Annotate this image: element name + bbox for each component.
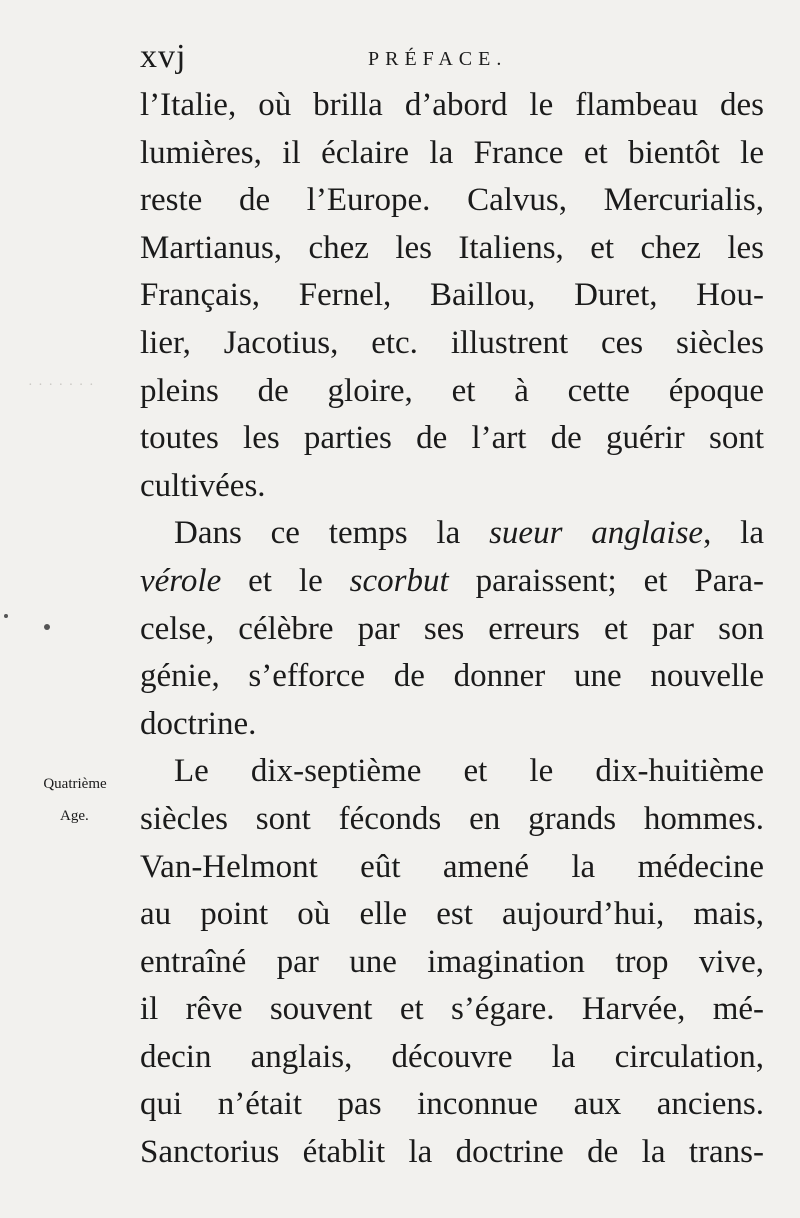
text-line: [140, 272, 764, 320]
text-line: [140, 606, 764, 654]
text-line: [140, 1129, 764, 1177]
italic-phrase: sueur anglaise: [489, 515, 704, 552]
text-line: [140, 701, 764, 749]
text-line: [140, 415, 764, 463]
italic-phrase: vérole: [140, 562, 222, 599]
marginal-note-line: Quatrième: [43, 776, 107, 792]
text-line: [140, 177, 764, 225]
text-line: [140, 796, 764, 844]
text-segment: doctrine.: [140, 705, 257, 742]
text-line: [140, 558, 764, 606]
text-segment: lumières, il éclaire la France et bientôt le: [140, 134, 764, 171]
ink-speck: [4, 614, 8, 618]
marginal-note: [20, 768, 130, 832]
body-text: [140, 82, 764, 1177]
text-line: [140, 653, 764, 701]
text-segment: qui n’était pas inconnue aux anciens.: [140, 1086, 764, 1123]
text-segment: toutes les parties de l’art de guérir sont: [140, 420, 764, 457]
text-segment: entraîné par une imagination trop vive,: [140, 943, 764, 980]
text-segment: , la: [703, 515, 764, 552]
text-segment: Van-Helmont eût amené la médecine: [140, 848, 764, 885]
page-number: xvj: [140, 38, 187, 75]
italic-phrase: scorbut: [349, 562, 449, 599]
text-segment: Sanctorius établit la doctrine de la trans-: [140, 1134, 764, 1171]
text-segment: cultivées.: [140, 467, 266, 504]
text-segment: Français, Fernel, Baillou, Duret, Hou-: [140, 277, 764, 314]
text-segment: au point où elle est aujourd’hui, mais,: [140, 896, 764, 933]
text-line: [140, 939, 764, 987]
text-segment: decin anglais, découvre la circulation,: [140, 1038, 764, 1075]
text-line: [140, 368, 764, 416]
text-line: [140, 130, 764, 178]
text-segment: il rêve souvent et s’égare. Harvée, mé-: [140, 991, 764, 1028]
text-segment: lier, Jacotius, etc. illustrent ces siècles: [140, 324, 764, 361]
text-segment: siècles sont féconds en grands hommes.: [140, 800, 764, 837]
text-line: [140, 463, 764, 511]
page-header: [0, 38, 800, 78]
text-line: [140, 748, 764, 796]
text-line: [140, 225, 764, 273]
text-segment: et le: [221, 562, 350, 599]
text-segment: pleins de gloire, et à cette époque: [140, 372, 764, 409]
text-line: [140, 82, 764, 130]
marginal-note-line: Age.: [60, 808, 89, 824]
running-title: PRÉFACE.: [368, 48, 508, 70]
text-segment: Martianus, chez les Italiens, et chez les: [140, 229, 764, 266]
text-segment: l’Italie, où brilla d’abord le flambeau des: [140, 87, 764, 123]
bleed-through-text: · · · · · · ·: [28, 378, 95, 393]
text-line: [140, 986, 764, 1034]
text-segment: Dans ce temps la: [174, 515, 490, 552]
text-line: [140, 1081, 764, 1129]
text-line: [140, 1034, 764, 1082]
text-line: [140, 891, 764, 939]
text-segment: paraissent; et Para-: [448, 562, 764, 599]
text-segment: génie, s’efforce de donner une nouvelle: [140, 658, 764, 695]
text-segment: celse, célèbre par ses erreurs et par son: [140, 610, 764, 647]
text-segment: reste de l’Europe. Calvus, Mercurialis,: [140, 182, 764, 219]
text-line: [140, 510, 764, 558]
text-segment: Le dix-septième et le dix-huitième: [174, 753, 764, 790]
ink-speck: [44, 624, 50, 630]
text-line: [140, 320, 764, 368]
text-line: [140, 844, 764, 892]
